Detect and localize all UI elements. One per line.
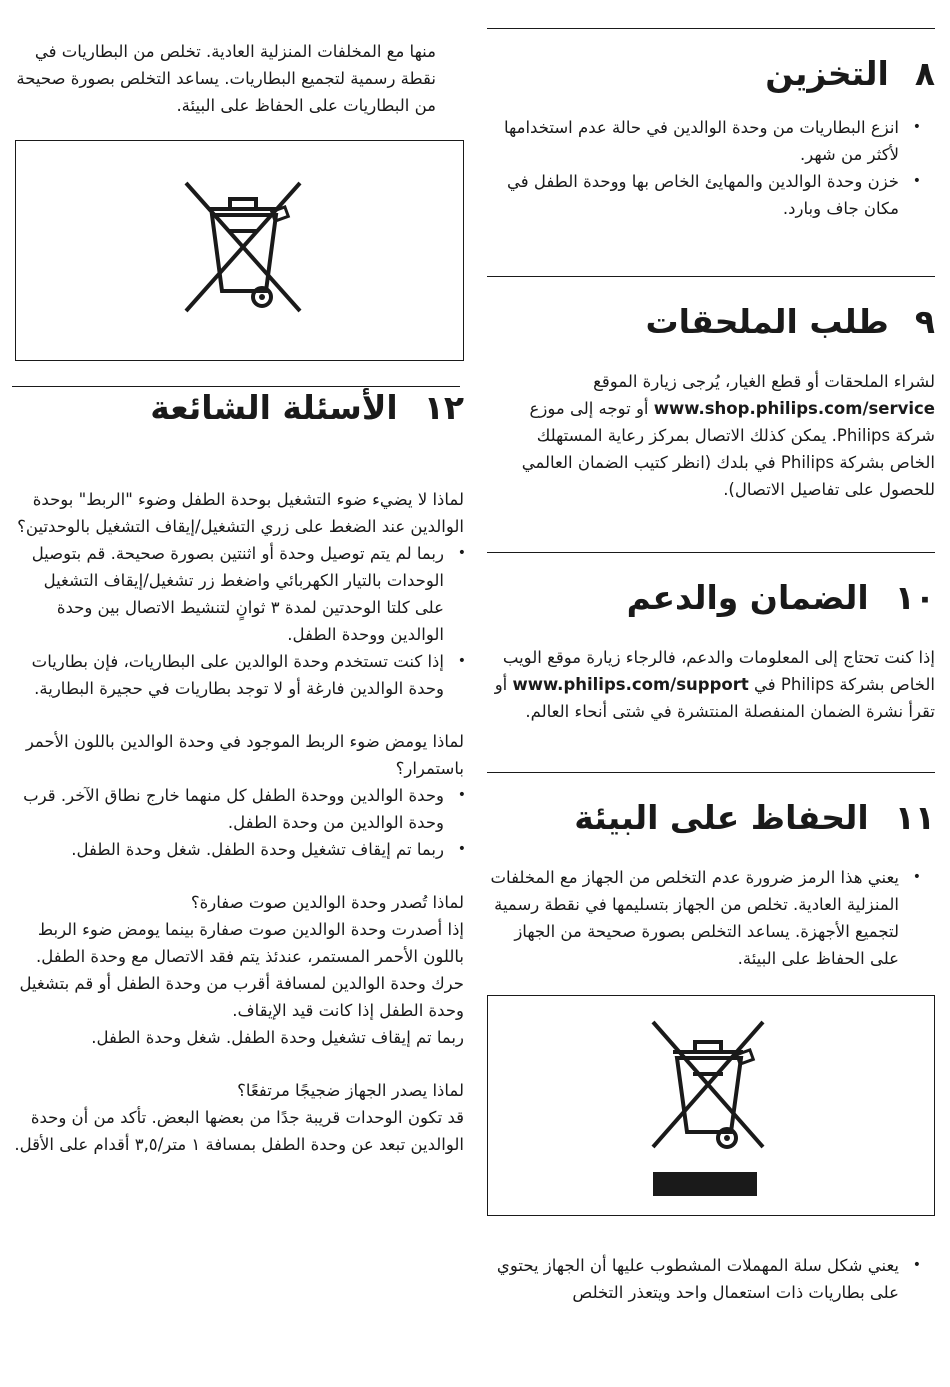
- faq-question: لماذا تُصدر وحدة الوالدين صوت صفارة؟: [190, 893, 464, 912]
- list-item: • انزع البطاريات من وحدة الوالدين في حالة عدم استخدامها لأكثر من شهر.: [487, 114, 899, 168]
- paragraph-text: أو تقرأ نشرة الضمان المنفصلة المنتشرة في شتى أنحاء العالم.: [494, 675, 935, 721]
- section-number: ١١: [894, 798, 935, 837]
- faq-item: [12, 486, 464, 702]
- weee-symbol-box: [487, 995, 935, 1216]
- section-environment: [487, 796, 935, 972]
- faq-answer-list: [12, 540, 464, 702]
- section-title: الضمان والدعم: [626, 578, 869, 617]
- section-heading: [487, 52, 935, 96]
- faq-question: لماذا لا يضيء ضوء التشغيل بوحدة الطفل وضوء "الربط" بوحدة الوالدين عند الضغط على زري التشغيل/إيقاف التشغيل بالوحدتين؟: [17, 490, 464, 536]
- section-title: الأسئلة الشائعة: [150, 388, 398, 427]
- list-item: • وحدة الوالدين ووحدة الطفل كل منهما خارج نطاق الآخر. قرب وحدة الوالدين من وحدة الطفل.: [12, 782, 444, 836]
- faq-answer: ربما تم إيقاف تشغيل وحدة الطفل. شغل وحدة الطفل.: [91, 1028, 464, 1047]
- faq-item: [12, 889, 464, 1051]
- faq-answer: قد تكون الوحدات قريبة جدًا من بعضها البعض. تأكد من أن وحدة الوالدين تبعد عن وحدة الطفل بمسافة ١ متر/٣,٥ أقدام على الأقل.: [14, 1108, 464, 1154]
- faq-item: [12, 1077, 464, 1158]
- list-item: • خزن وحدة الوالدين والمهايئ الخاص بها ووحدة الطفل في مكان جاف وبارد.: [487, 168, 899, 222]
- support-link[interactable]: www.philips.com/support: [512, 675, 749, 694]
- list-item: • ربما تم إيقاف تشغيل وحدة الطفل. شغل وحدة الطفل.: [12, 836, 444, 863]
- bullet-list: [487, 864, 935, 972]
- faq-question: لماذا يومض ضوء الربط الموجود في وحدة الوالدين باللون الأحمر باستمرار؟: [25, 732, 464, 778]
- section-paragraph: [487, 368, 935, 503]
- section-title: الحفاظ على البيئة: [574, 798, 869, 837]
- list-item: • ربما لم يتم توصيل وحدة أو اثنتين بصورة صحيحة. قم بتوصيل الوحدات بالتيار الكهربائي واضغط زر تشغيل/إيقاف التشغيل على كلتا الوحدتين لمدة ٣ ثوانٍ لتنشيط الاتصال بين وحدة الوالدين ووحدة الطفل.: [12, 540, 444, 648]
- section-heading: [487, 576, 935, 620]
- section-heading: [487, 300, 935, 344]
- faq-item: [12, 728, 464, 863]
- section-divider: [487, 276, 935, 277]
- shop-link[interactable]: www.shop.philips.com/service: [653, 399, 935, 418]
- section-divider: [487, 552, 935, 553]
- section-number: ٨: [914, 54, 935, 93]
- section-heading: [12, 386, 464, 430]
- section-number: ١٢: [423, 388, 464, 427]
- list-item: • يعني هذا الرمز ضرورة عدم التخلص من الجهاز مع المخلفات المنزلية العادية. تخلص من الجهاز بتسليمها في نقطة رسمية لتجميع الأجهزة. يساعد التخلص بصورة صحيحة من الجهاز على الحفاظ على البيئة.: [487, 864, 899, 972]
- crossed-out-wheelie-bin-with-bar-icon: [643, 1012, 773, 1202]
- section-divider: [487, 772, 935, 773]
- crossed-out-wheelie-bin-icon: [178, 179, 308, 319]
- section-title: طلب الملحقات: [645, 302, 889, 341]
- section-warranty: [487, 576, 935, 725]
- section-number: ١٠: [894, 578, 935, 617]
- section-number: ٩: [914, 302, 935, 341]
- bullet-list: [487, 114, 935, 222]
- section-paragraph: [487, 644, 935, 725]
- paragraph-text: أو توجه إلى موزع شركة Philips. يمكن كذلك الاتصال بمركز رعاية المستهلك الخاص بشركة Philips في بلدك (انظر كتيب الضمان العالمي للحصول على تفاصيل الاتصال).: [521, 399, 935, 499]
- section-faq: [12, 384, 464, 1176]
- paragraph-text: لشراء الملحقات أو قطع الغيار، يُرجى زيارة الموقع: [593, 372, 935, 391]
- section-title: التخزين: [765, 54, 889, 93]
- section-divider: [487, 28, 935, 29]
- section-storage: [487, 52, 935, 222]
- faq-answer-list: [12, 782, 464, 863]
- section-accessories: [487, 300, 935, 503]
- section-heading: [487, 796, 935, 840]
- list-item: • إذا كنت تستخدم وحدة الوالدين على البطاريات، فإن بطاريات وحدة الوالدين فارغة أو لا توجد بطاريات في حجيرة البطارية.: [12, 648, 444, 702]
- paragraph-text: إذا كنت تحتاج إلى المعلومات والدعم، فالرجاء زيارة موقع الويب الخاص بشركة Philips في: [502, 648, 935, 694]
- faq-answer: إذا أصدرت وحدة الوالدين صوت صفارة بينما يومض ضوء الربط باللون الأحمر المستمر، عندئذ يتم فقد الاتصال مع وحدة الطفل. حرك وحدة الوالدين لمسافة أقرب من وحدة الطفل أو قم بتشغيل وحدة الطفل إذا كانت قيد الإيقاف.: [19, 920, 464, 1020]
- continued-paragraph: منها مع المخلفات المنزلية العادية. تخلص من البطاريات في نقطة رسمية لتجميع البطاريات. يساعد التخلص بصورة صحيحة من البطاريات على الحفاظ على البيئة.: [16, 42, 436, 115]
- bullet-list: [487, 1252, 935, 1306]
- battery-disposal-symbol-box: [15, 140, 464, 361]
- faq-question: لماذا يصدر الجهاز ضجيجًا مرتفعًا؟: [237, 1081, 464, 1100]
- faq-list: [12, 486, 464, 1158]
- list-item: • يعني شكل سلة المهملات المشطوب عليها أن الجهاز يحتوي على بطاريات ذات استعمال واحد ويتعذر التخلص: [487, 1252, 899, 1306]
